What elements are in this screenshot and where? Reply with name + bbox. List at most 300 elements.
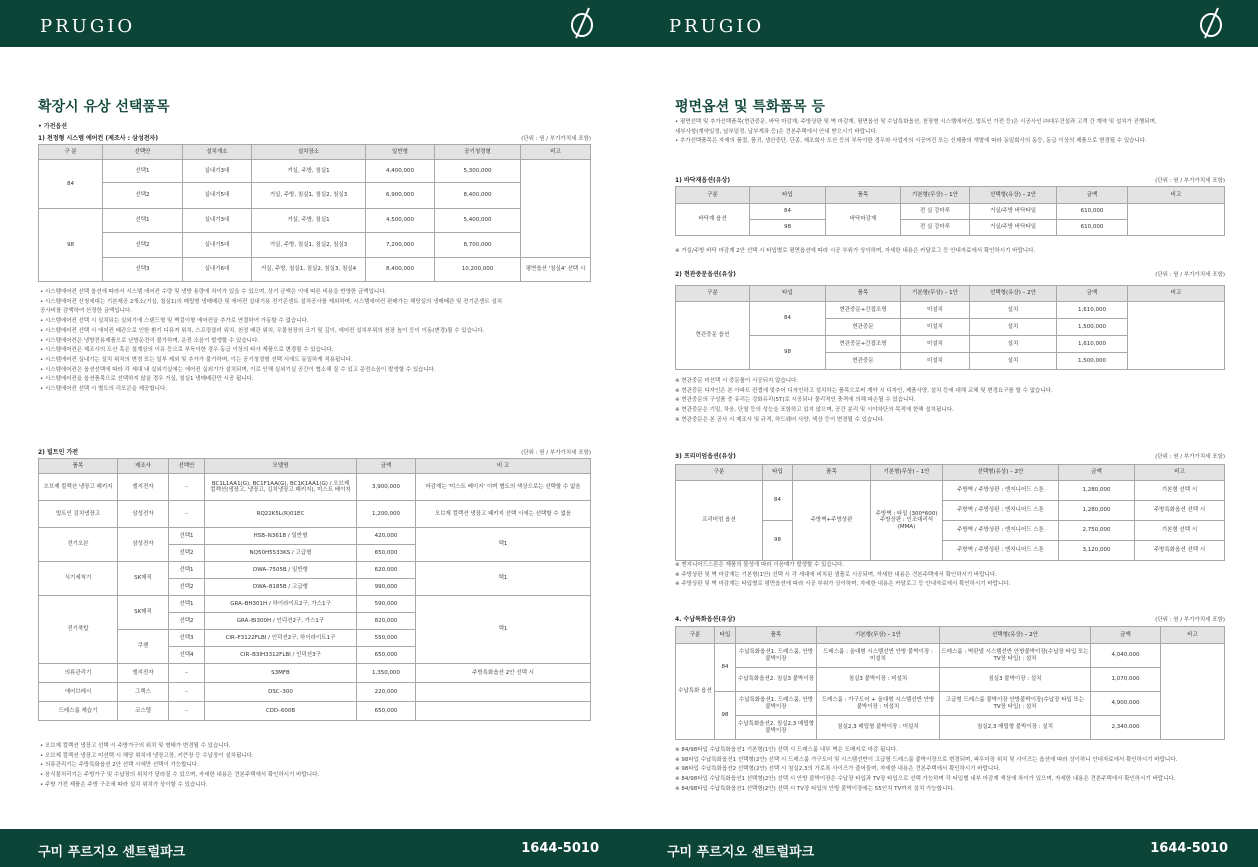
note-line: • 오브제 컬렉션 냉장고 선택 시 주방가구의 위치 및 형태가 변경될 수 있습니다. xyxy=(40,743,231,749)
type-cell: 98 xyxy=(763,521,793,561)
table-row xyxy=(39,183,591,209)
col-header: 타입 xyxy=(763,465,793,481)
note-line: ※ 현관중문은 기밀, 차음, 단열 등의 성능을 포함하고 있지 않으며, 공간 분리 및 시야차단의 목적에 한해 설치됩니다. xyxy=(675,407,954,414)
table-cell: 선택3 xyxy=(103,258,183,282)
table-cell xyxy=(1128,204,1225,236)
page-title: 평면옵션 및 특화품목 등 xyxy=(675,99,825,115)
note-line: ※ 현관중문 디자인은 본 아파트 컨셉에 맞추어 디자인하고 설치하는 품목으로써 계약 시 디자인, 제품사양, 설치 등에 대해 교체 및 변경요구를 할 수 없습니다. xyxy=(675,387,1053,394)
col-header: 금액 xyxy=(1091,627,1161,644)
table-row xyxy=(676,668,1225,692)
storage-unit: (단위 : 원 / 부가가치세 포함) xyxy=(1155,617,1225,623)
table-cell: 쿠첸 xyxy=(118,630,169,664)
table-cell: 설치 xyxy=(970,319,1057,336)
table-cell: 3,120,000 xyxy=(1059,541,1135,561)
table-cell: 엘지전자 xyxy=(118,664,169,683)
table-cell: 1,500,000 xyxy=(1057,319,1128,336)
table-cell: 주방특화옵션 선택 시 xyxy=(1135,501,1225,521)
type-cell: 84 xyxy=(750,302,826,336)
door-table xyxy=(675,285,1225,370)
type-cell: 98 xyxy=(39,209,103,282)
col-header: 비고 xyxy=(1128,187,1225,204)
table-cell: 현관중문+간접조명 xyxy=(826,302,901,319)
table-cell: S3MFB xyxy=(205,664,357,683)
table-cell: 주방벽 / 주방상판 : 엔지니어드 스톤 xyxy=(943,541,1059,561)
table-cell: 식기세척기 xyxy=(39,562,118,596)
table-cell: 드레스룸 : 가구도어 + 올대형 시스템선반 안방 붙박이장 : 미설치 xyxy=(817,692,940,716)
table-cell xyxy=(416,702,591,721)
col-header: 기본형(무상) – 1안 xyxy=(817,627,940,644)
col-header: 금액 xyxy=(1057,286,1128,302)
table-cell: 선택2 xyxy=(103,183,183,209)
note-line: ※ 현관중문의 구성품 중 유리는 강화유리(5T)로 시공되나 물리적인 충격에 의해 파손될 수 있습니다. xyxy=(675,397,916,404)
col-header: 일반형 xyxy=(366,145,435,160)
col-header: 선택형(유상) – 2안 xyxy=(943,465,1059,481)
col-header: 금액 xyxy=(1059,465,1135,481)
table-cell: 1,280,000 xyxy=(1059,481,1135,501)
table-cell: 주방특화옵션 2안 선택 시 xyxy=(416,664,591,683)
aircon-unit: (단위 : 원 / 부가가치세 포함) xyxy=(521,136,591,142)
table-cell: 현관중문 xyxy=(826,353,901,370)
col-header: 구분 xyxy=(676,627,715,644)
table-cell: 620,000 xyxy=(357,562,416,579)
table-cell: DSC–300 xyxy=(205,683,357,702)
table-row xyxy=(676,644,1225,668)
table-cell: 삼성전자 xyxy=(118,501,169,528)
table-cell: 선택1 xyxy=(169,528,205,545)
footer-site-name: 구미 푸르지오 센트럴파크 xyxy=(38,845,186,860)
table-row xyxy=(39,501,591,528)
table-cell: 4,400,000 xyxy=(366,160,435,183)
floor-table xyxy=(675,186,1225,236)
table-cell: 전 실 강마루 xyxy=(901,204,970,220)
appliance-bullet: • 가전옵션 xyxy=(38,123,68,130)
table-cell: 10,200,000 xyxy=(435,258,521,282)
note-line: • 시스템에어컨 선택 옵션에 따라서 시스템 에어컨 수량 및 냉방 용량에 차이가 있을 수 있으며, 상기 금액은 이에 따른 비용을 반영한 금액입니다. xyxy=(40,289,387,295)
table-cell: 바닥마감재 xyxy=(826,204,901,236)
table-cell: 미설치 xyxy=(901,336,970,353)
col-header: 품목 xyxy=(39,459,118,474)
header-bar xyxy=(0,0,629,47)
table-cell: 4,040,000 xyxy=(1091,644,1161,668)
footer-site-name: 구미 푸르지오 센트럴파크 xyxy=(667,845,815,860)
table-cell: 주방특화옵션 선택 시 xyxy=(1135,541,1225,561)
type-cell: 84 xyxy=(763,481,793,521)
col-header: 비 고 xyxy=(416,459,591,474)
footer-phone: 1644-5010 xyxy=(1150,841,1228,856)
table-cell: GRA–BI300H / 인덕션2구, 가스1구 xyxy=(205,613,357,630)
col-header: 타입 xyxy=(715,627,736,644)
table-cell: 택1 xyxy=(416,528,591,562)
table-cell: 주방벽+주방상판 xyxy=(793,481,871,561)
note-line: 세부사항(계약일정, 납부일정, 납부계좌 등)은 견본주택에서 안내 받으시기 바랍니다. xyxy=(675,128,878,135)
col-header: 공기청정형 xyxy=(435,145,521,160)
premium-table xyxy=(675,464,1225,561)
table-row xyxy=(676,716,1225,740)
table-cell: 수납특화옵션1. 드레스룸, 안방 붙박이장 xyxy=(736,644,817,668)
remark-cell: 평면옵션 '침실4' 선택 시 xyxy=(521,258,591,282)
col-header: 구 분 xyxy=(39,145,103,160)
col-header: 선택안 xyxy=(169,459,205,474)
table-row xyxy=(39,258,591,282)
note-line: ※ 현관중문은 본 공사 시 제조사 및 규격, 하드웨어 사양, 색상 등이 변경될 수 있습니다. xyxy=(675,416,885,423)
table-cell: 수납특화옵션2. 침실2,3 매립형 붙박이장 xyxy=(736,716,817,740)
note-line: • 시스템에어컨 선택 시 설치되는 실외기에 스탠드형 및 벽걸이형 에어컨을 추가로 연결하여 가동할 수 없습니다. xyxy=(40,318,309,325)
table-cell: 1,350,000 xyxy=(357,664,416,683)
table-row xyxy=(39,474,591,501)
table-cell: 주방벽 / 주방상판 : 엔지니어드 스톤 xyxy=(943,501,1059,521)
table-cell: 98 xyxy=(750,220,826,236)
door-notes xyxy=(675,377,1225,426)
builtin-table xyxy=(38,458,591,721)
col-header: 타입 xyxy=(750,286,826,302)
table-cell: 선택1 xyxy=(103,209,183,233)
storage-section-title: 4. 수납특화옵션(유상) xyxy=(675,616,736,623)
table-cell: 220,000 xyxy=(357,683,416,702)
table-cell: 8,400,000 xyxy=(366,258,435,282)
prugio-emblem-icon xyxy=(569,6,595,40)
table-cell: 3,900,000 xyxy=(357,474,416,501)
footer-bar xyxy=(0,829,629,867)
table-cell: 미설치 xyxy=(901,302,970,319)
table-cell: 수납특화 옵션 xyxy=(676,644,715,740)
table-cell: 현관중문 옵션 xyxy=(676,302,750,370)
table-cell: CDD–600B xyxy=(205,702,357,721)
table-cell: 610,000 xyxy=(1057,204,1128,220)
note-line: ※ 98타입 수납특화옵션1 선택형(2안) 선택 시 드레스룸 가구도어 및 시스템선반이 고급형 드레스룸 붙박이장으로 변경되며, 파우더장 위치 및 사이즈는 옵션에 따라 상이하니 안내자료에서 확인하시기 바랍니다. xyxy=(675,756,1178,763)
note-line: ※ 84/98타입 수납특화옵션1 선택형(2안) 선택 시 TV장 타입의 안방 붙박이장에는 55인치 TV까지 설치 가능합니다. xyxy=(675,785,955,792)
table-cell: 택1 xyxy=(416,562,591,596)
table-cell: 현관중문+간접조명 xyxy=(826,336,901,353)
footer-bar xyxy=(629,829,1258,867)
note-line: • 평면선택 및 추가선택품목(현관중문, 바닥 마감재, 주방상판 및 벽 마감재, 평면옵션 및 수납특화옵션, 천장형 시스템에어컨, 빌트인 가전 등)은 시공사인 ㈜대우건설과 고객 간 계약 및 설치가 진행되며, xyxy=(675,119,1157,125)
table-cell xyxy=(416,683,591,702)
table-cell: 그렉스 xyxy=(118,683,169,702)
table-cell: 주방벽 : 타일 (300*600) 주방상판 : 인조대리석 (MMA) xyxy=(871,481,943,561)
col-header: 비고 xyxy=(1135,465,1225,481)
table-row xyxy=(39,160,591,183)
col-header: 기본형(무상) – 1안 xyxy=(901,187,970,204)
col-header: 품목 xyxy=(736,627,817,644)
table-cell: 선택4 xyxy=(169,647,205,664)
table-cell: 거실/주방 바닥타일 xyxy=(970,220,1057,236)
table-cell: 거실, 주방, 침실1 xyxy=(252,160,366,183)
aircon-section-title: 1) 천정형 시스템 에어컨 (제조사 : 삼성전자) xyxy=(38,135,159,142)
note-line: ※ 84/98타입 수납특화옵션1 기본형(1안) 선택 시 드레스룸 내부 벽은 도배지로 마감 됩니다. xyxy=(675,747,898,753)
table-cell: 침실2,3 매립형 붙박이장 : 미설치 xyxy=(817,716,940,740)
premium-section-title: 3) 프리미엄옵션(유상) xyxy=(675,453,736,460)
table-cell: 650,000 xyxy=(357,647,416,664)
note-line: ※ 거실/주방 바닥 마감재 2안 선택 시 타입별로 평면옵션에 따라 시공 부위가 상이하며, 자세한 내용은 카달로그 등 안내자료에서 확인하시기 바랍니다. xyxy=(675,248,1036,254)
table-row xyxy=(39,562,591,579)
table-cell: 거실, 주방, 침실1, 침실2, 침실3 xyxy=(252,183,366,209)
table-cell: 기본형 선택 시 xyxy=(1135,481,1225,501)
table-cell xyxy=(1161,644,1225,740)
note-line: ※ 84/98타입 수납특화옵션1 선택형(2안) 선택 시 안방 붙박이장은 수납장 타입과 TV장 타입으로 선택 가능하며 각 타입별 내부 마감재 색상에 차이가 있으며, 자세한 내용은 견본주택에서 확인하시기 바랍니다. xyxy=(675,776,1176,783)
table-cell: 프리미엄 옵션 xyxy=(676,481,763,561)
table-cell: 택1 xyxy=(416,596,591,664)
table-cell: – xyxy=(169,474,205,501)
table-cell xyxy=(1128,302,1225,370)
door-unit: (단위 : 원 / 부가가치세 포함) xyxy=(1155,272,1225,278)
note-line: • 음식물처리기는 주방가구 및 수납장의 위치가 달라질 수 있으며, 자세한 내용은 견본주택에서 확인하시기 바랍니다. xyxy=(40,772,320,779)
table-cell: 거실, 주방, 침실1 xyxy=(252,209,366,233)
table-row xyxy=(39,209,591,233)
col-header: 금액 xyxy=(357,459,416,474)
note-line: ※ 엔지니어드스톤은 제품의 물성에 따라 이음매가 발생할 수 있습니다. xyxy=(675,562,845,568)
table-cell: NQ50H5533KS / 고급형 xyxy=(205,545,357,562)
table-cell: 990,000 xyxy=(357,579,416,596)
storage-table xyxy=(675,626,1225,740)
table-cell: 선택3 xyxy=(169,630,205,647)
brand-logo: PRUGIO xyxy=(40,16,136,37)
table-cell: 마감재는 '미스트 베이지' 이며 별도의 색상으로는 선택할 수 없음 xyxy=(416,474,591,501)
table-cell: DWA–7505B / 일반형 xyxy=(205,562,357,579)
table-cell xyxy=(521,160,591,258)
aircon-notes xyxy=(40,288,592,395)
footer-phone: 1644-5010 xyxy=(521,841,599,856)
table-cell: 실내기6대 xyxy=(183,258,252,282)
table-cell: 5,300,000 xyxy=(435,160,521,183)
table-cell: 드레스룸 : 올대형 시스템선반 안방 붙박이장 : 미설치 xyxy=(817,644,940,668)
col-header: 모델명 xyxy=(205,459,357,474)
table-row xyxy=(39,233,591,258)
note-line: • 시스템에어컨 선택 시 에어컨 배관으로 인한 환기 디퓨져 위치, 스프링클러 위치, 천정 배관 위치, 우물천장의 크기 및 깊이, 에어컨 설치부위의 천장 높이 등이 이동(변경)될 수 있습니다. xyxy=(40,327,485,334)
table-cell: 1,610,000 xyxy=(1057,302,1128,319)
col-header: 설치장소 xyxy=(252,145,366,160)
col-header: 품목 xyxy=(793,465,871,481)
table-cell: 바닥재 옵션 xyxy=(676,204,750,236)
table-cell: 650,000 xyxy=(357,702,416,721)
table-cell: 고급형 드레스룸 붙박이장 안방붙박이장(수납장 타입 또는 TV장 타입) : 설치 xyxy=(940,692,1091,716)
table-cell: 7,200,000 xyxy=(366,233,435,258)
table-cell: 침실2,3 매립형 붙박이장 : 설치 xyxy=(940,716,1091,740)
table-header-row xyxy=(39,145,591,160)
col-header: 비고 xyxy=(521,145,591,160)
table-cell: 미설치 xyxy=(901,319,970,336)
table-cell: – xyxy=(169,501,205,528)
table-cell: 선택1 xyxy=(103,160,183,183)
table-cell: 삼성전자 xyxy=(118,528,169,562)
col-header: 선택형(유상) – 2안 xyxy=(970,187,1057,204)
page-title: 확장시 유상 선택품목 xyxy=(38,99,170,115)
table-cell: 2,340,000 xyxy=(1091,716,1161,740)
table-cell: 기본형 선택 시 xyxy=(1135,521,1225,541)
table-header-row xyxy=(676,465,1225,481)
note-line: ※ 98타입 수납특화옵션2 선택형(2안) 선택 시 침실2,3의 가로폭 사이즈가 줄어들며, 자세한 내용은 견본주택에서 확인하시기 바랍니다. xyxy=(675,766,1001,773)
table-row xyxy=(39,683,591,702)
table-cell: RQ22K5L(R)01EC xyxy=(205,501,357,528)
table-cell: 선택2 xyxy=(169,545,205,562)
table-cell: 1,280,000 xyxy=(1059,501,1135,521)
table-cell: 6,900,000 xyxy=(366,183,435,209)
table-cell: 전기쿡탑 xyxy=(39,596,118,664)
col-header: 금액 xyxy=(1057,187,1128,204)
table-cell: 주방벽 / 주방상판 : 엔지니어드 스톤 xyxy=(943,481,1059,501)
col-header: 타입 xyxy=(750,187,826,204)
table-cell: 650,000 xyxy=(357,545,416,562)
table-cell: 드레스룸 제습기 xyxy=(39,702,118,721)
table-cell: 420,000 xyxy=(357,528,416,545)
col-header: 기본형(무상) – 1안 xyxy=(901,286,970,302)
table-cell: – xyxy=(169,702,205,721)
note-line: ※ 현관중문 미선택 시 중문틀이 시공되지 않습니다. xyxy=(675,378,799,384)
table-cell: 수납특화옵션1. 드레스룸, 안방 붙박이장 xyxy=(736,692,817,716)
table-cell: 설치 xyxy=(970,353,1057,370)
note-line: ※ 주방상판 및 벽 마감재는 타입별로 평면옵션에 따라 시공 부위가 상이하며, 자세한 내용은 카달로그 등 안내자료에서 확인하시기 바랍니다. xyxy=(675,581,1011,588)
table-row xyxy=(39,528,591,545)
right-page xyxy=(629,0,1258,867)
table-cell: 빌트인 김치냉장고 xyxy=(39,501,118,528)
note-line: • 시스템에어컨은 제조사의 도산 혹은 설계상의 이유 등으로 부득이한 경우 동급 이상의 타사 제품으로 변경될 수 있습니다. xyxy=(40,347,334,354)
col-header: 설치개소 xyxy=(183,145,252,160)
note-line: • 시스템에어컨을 옵션품목으로 선택하지 않을 경우 거실, 침실1 냉매배관만 시공 됩니다. xyxy=(40,376,254,383)
type-cell: 84 xyxy=(715,644,736,692)
table-cell: 오브제 컬렉션 냉장고 패키지 선택 시에는 선택할 수 없음 xyxy=(416,501,591,528)
note-line: • 시스템에어컨 실내기는 설치 위치의 변경 또는 일부 제외 및 추가가 불가하며, 이는 공기청정형 선택 시에도 동일하게 적용됩니다. xyxy=(40,356,353,363)
premium-notes xyxy=(675,561,1225,590)
intro-notes xyxy=(675,118,1225,147)
table-row xyxy=(676,302,1225,319)
brand-logo: PRUGIO xyxy=(669,16,765,37)
table-cell: 5,400,000 xyxy=(435,209,521,233)
table-cell: 선택2 xyxy=(103,233,183,258)
table-header-row xyxy=(676,627,1225,644)
floor-section-title: 1) 바닥재옵션(유상) xyxy=(675,177,731,184)
table-cell: 선택1 xyxy=(169,562,205,579)
table-cell: 설치 xyxy=(970,302,1057,319)
table-cell: 의류관리기 xyxy=(39,664,118,683)
table-cell: 선택2 xyxy=(169,579,205,596)
table-cell: 거실, 주방, 침실1, 침실2, 침실3, 침실4 xyxy=(252,258,366,282)
note-line: ※ 주방상판 및 벽 마감재는 기본형(1안) 선택 시 각 세대에 비치된 샘플로 시공되며, 자세한 내용은 견본주택에서 확인하시기 바랍니다. xyxy=(675,571,997,578)
table-cell: – xyxy=(169,664,205,683)
table-cell: 820,000 xyxy=(357,613,416,630)
table-cell: 8,700,000 xyxy=(435,233,521,258)
note-line: • 시스템에어컨은 옵션선택에 따라 각 세대 내 실외기실에는 에어컨 실외기가 설치되며, 이로 인해 실외기실 공간이 협소해 질 수 있고 운전소음이 발생할 수 있습니다. xyxy=(40,366,436,373)
col-header: 품목 xyxy=(826,187,901,204)
floor-notes xyxy=(675,247,1225,257)
door-section-title: 2) 현관중문옵션(유상) xyxy=(675,271,736,278)
col-header: 구분 xyxy=(676,286,750,302)
table-cell: CIR–F3122FLBI / 인덕션2구, 하이라이트1구 xyxy=(205,630,357,647)
table-cell: CIR–B3IH3312FLBI / 인덕션3구 xyxy=(205,647,357,664)
table-cell: 590,000 xyxy=(357,596,416,613)
storage-notes xyxy=(675,746,1225,795)
table-cell: 실내기3대 xyxy=(183,160,252,183)
table-cell: SK매직 xyxy=(118,596,169,630)
type-cell: 98 xyxy=(715,692,736,740)
builtin-notes xyxy=(40,742,592,791)
table-cell: SK매직 xyxy=(118,562,169,596)
note-line: • 의류관리기는 주방특화옵션 2안 선택 시에만 선택이 가능합니다. xyxy=(40,762,199,769)
table-cell: 2,750,000 xyxy=(1059,521,1135,541)
note-line: • 주방 가전 제품은 주방 구조에 따라 설치 위치가 상이할 수 있습니다. xyxy=(40,781,208,788)
table-cell: 코스텔 xyxy=(118,702,169,721)
table-cell: 수납특화옵션2. 침실3 붙박이장 xyxy=(736,668,817,692)
note-line: 공사비를 감액하여 산정한 금액입니다. xyxy=(40,308,133,315)
table-cell: 전기오븐 xyxy=(39,528,118,562)
table-cell: 주방벽 / 주방상판 : 엔지니어드 스톤 xyxy=(943,521,1059,541)
table-cell: 미설치 xyxy=(901,353,970,370)
builtin-section-title: 2) 빌트인 가전 xyxy=(38,449,79,456)
table-cell: 84 xyxy=(750,204,826,220)
table-cell: 550,000 xyxy=(357,630,416,647)
table-row xyxy=(39,664,591,683)
table-header-row xyxy=(676,187,1225,204)
table-cell: 에어브레시 xyxy=(39,683,118,702)
col-header: 선택형(유상) – 2안 xyxy=(970,286,1057,302)
table-cell: 설치 xyxy=(970,336,1057,353)
col-header: 기본형(무상) – 1안 xyxy=(871,465,943,481)
table-cell: 1,070,000 xyxy=(1091,668,1161,692)
type-cell: 84 xyxy=(39,160,103,209)
table-cell: 4,500,000 xyxy=(366,209,435,233)
col-header: 구분 xyxy=(676,187,750,204)
table-cell: 610,000 xyxy=(1057,220,1128,236)
premium-unit: (단위 : 원 / 부가가치세 포함) xyxy=(1155,454,1225,460)
header-bar xyxy=(629,0,1258,47)
builtin-unit: (단위 : 원 / 부가가치세 포함) xyxy=(521,450,591,456)
table-cell: 전 실 강마루 xyxy=(901,220,970,236)
table-row xyxy=(39,702,591,721)
col-header: 선택형(유상) – 2안 xyxy=(940,627,1091,644)
prugio-emblem-icon xyxy=(1198,6,1224,40)
floor-unit: (단위 : 원 / 부가가치세 포함) xyxy=(1155,178,1225,184)
note-line: • 시스템에어컨 선택 시 별도의 리모콘을 제공합니다. xyxy=(40,386,168,393)
table-cell: 현관중문 xyxy=(826,319,901,336)
col-header: 비고 xyxy=(1161,627,1225,644)
table-cell: 침실3 붙박이장 : 설치 xyxy=(940,668,1091,692)
table-cell: 선택2 xyxy=(169,613,205,630)
table-cell: 엘지전자 xyxy=(118,474,169,501)
table-cell: 오브제 컬렉션 냉장고 패키지 xyxy=(39,474,118,501)
table-cell: 1,500,000 xyxy=(1057,353,1128,370)
table-row xyxy=(676,204,1225,220)
aircon-table xyxy=(38,144,591,282)
table-header-row xyxy=(676,286,1225,302)
col-header: 제조사 xyxy=(118,459,169,474)
table-row xyxy=(39,596,591,613)
note-line: • 시스템에어컨은 냉방전용제품으로 난방운전이 불가하며, 운전 소음이 발생할 수 있습니다. xyxy=(40,337,260,344)
table-row xyxy=(676,481,1225,501)
table-cell: BC1L1AA1(G), BC1F1AA(G), BC1K1AA1(G) / 오브제 컬렉션(냉장고, 냉장고, 김치냉장고 패키지), 미스트 베이지 xyxy=(205,474,357,501)
table-cell: 선택1 xyxy=(169,596,205,613)
table-cell: 1,610,000 xyxy=(1057,336,1128,353)
table-cell: 실내기3대 xyxy=(183,209,252,233)
table-cell: GRA–BH301H / 하이라이트2구, 가스1구 xyxy=(205,596,357,613)
note-line: • 오브제 컬렉션 냉장고 미선택 시 해당 위치에 냉장고장, 키큰장 등 수납장이 설치됩니다. xyxy=(40,752,254,759)
type-cell: 98 xyxy=(750,336,826,370)
col-header: 비고 xyxy=(1128,286,1225,302)
table-cell: 거실, 주방, 침실1, 침실2, 침실3 xyxy=(252,233,366,258)
table-row xyxy=(676,692,1225,716)
table-cell: 8,400,000 xyxy=(435,183,521,209)
table-cell: 드레스룸 : 벽판넬 시스템선반 안방붙박이장(수납장 타입 또는 TV장 타입) : 설치 xyxy=(940,644,1091,668)
table-cell: 실내기5대 xyxy=(183,233,252,258)
table-cell: 1,200,000 xyxy=(357,501,416,528)
table-header-row xyxy=(39,459,591,474)
table-cell: 침실3 붙박이장 : 미설치 xyxy=(817,668,940,692)
table-cell: – xyxy=(169,683,205,702)
col-header: 품목 xyxy=(826,286,901,302)
table-cell: DWA–8185B / 고급형 xyxy=(205,579,357,596)
col-header: 선택안 xyxy=(103,145,183,160)
table-cell: 실내기5대 xyxy=(183,183,252,209)
table-cell: HSB–N361B / 일반형 xyxy=(205,528,357,545)
note-line: • 추가선택품목은 자재의 품절, 품귀, 생산중단, 단종, 제조회사 도산 등의 부득이한 경우와 사업자의 시공여건 또는 신제품의 개발에 따라 동일회사의 동등, 동급 이상의 제품으로 변경될 수 있습니다. xyxy=(675,138,1147,145)
table-cell: 거실/주방 바닥타일 xyxy=(970,204,1057,220)
col-header: 구분 xyxy=(676,465,763,481)
